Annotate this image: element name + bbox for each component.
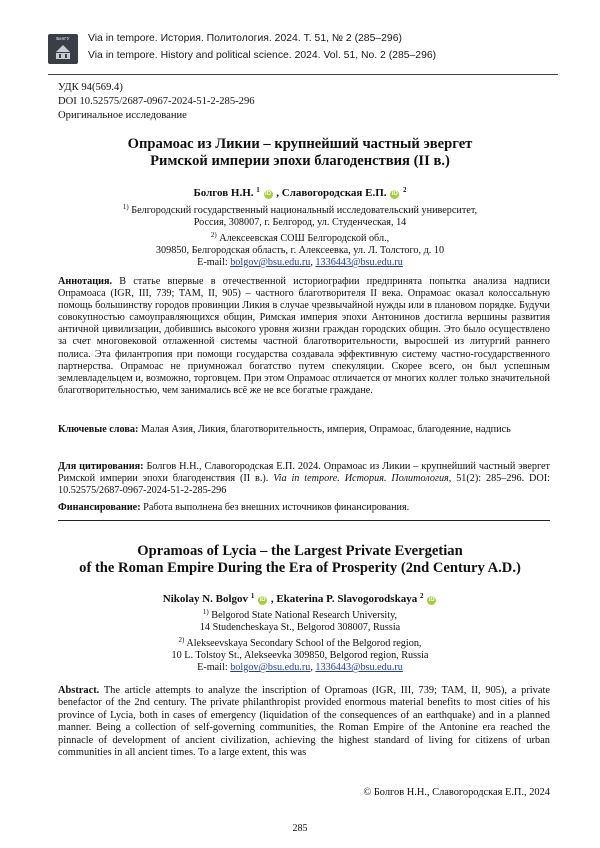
journal-line-en: Via in tempore. History and political science. 2024. Vol. 51, No. 2 (285–296) (88, 50, 437, 61)
abstract-text: В статье впервые в отечественной историографии предпринята попытка анализа (112, 276, 507, 287)
affil-text: 309850, Белгородская область, г. Алексеевка, ул. Л. Толстого, д. 10 (155, 245, 445, 256)
abstract-text: standard of living for citizens of urban communities in all ancient times. To a large extent, this was (58, 734, 550, 759)
email-line (40, 662, 560, 674)
email-link-2[interactable]: 1336443@bsu.edu.ru (315, 662, 403, 673)
affil-line (40, 622, 560, 634)
citation-text: частный эвергет Римской империи эпохи благоденствия (II в.). (58, 461, 550, 485)
affil-line (40, 650, 560, 662)
affil-text: Россия, 308007, г. Белгород, ул. Студенческая, 14 (193, 217, 407, 228)
abstract-text: значительной благотворительностью, чем занимались всё же не все богатые граждане. (58, 372, 550, 396)
citation-label: Для цитирования: (58, 461, 144, 472)
abstract-text: в плановом порядке. Будучи совокупностью самоуправляющихся общин, Римская империя эпохи (58, 300, 551, 324)
keywords-text: Малая Азия, Ликия, благотворительность, империя, Опрамоас, благодеяние, (138, 424, 473, 435)
logo-emblem-icon (54, 43, 72, 61)
title-ru-line1: Опрамоас из Ликии – крупнейший частный эвергет (127, 136, 473, 152)
affil-text: Белгородский государственный национальный исследовательский университет, (131, 205, 478, 216)
affil-sup: 1) (202, 608, 209, 616)
journal-header (48, 30, 558, 68)
authors-en (40, 592, 560, 605)
orcid-icon[interactable]: iD (391, 191, 398, 197)
abstract-text: of the Antonine era reached the pinnacle of development of ancient civilization, achieving the highest (58, 722, 550, 746)
citation-journal: Via in tempore. История. (273, 473, 387, 485)
email-line (40, 257, 560, 269)
authors-ru (40, 186, 560, 199)
abstract-text: Антонинов достигла вершины развития античной цивилизации, добившись высокого уровня жизни (58, 312, 551, 336)
affil-line (40, 634, 560, 650)
email-separator: , (310, 662, 316, 673)
abstract-text: помощи государства создавала эффективную систему частно-государственного партнерства. (58, 348, 550, 372)
affil-line (40, 606, 560, 622)
author2-name: , Славогородская Е.П. (276, 187, 387, 199)
orcid-icon[interactable]: iD (265, 191, 272, 197)
email-label: E-mail: (197, 662, 231, 673)
affil-text: 14 Studencheskaya St., Belgorod 308007, Russia (199, 622, 401, 633)
author1-name: Болгов Н.Н. (193, 187, 254, 199)
funding-text: Работа выполнена без внешних источников финансирования. (140, 502, 410, 513)
journal-logo (48, 34, 78, 64)
title-en-line2: of the Roman Empire During the Era of Prosperity (2nd Century A.D.) (79, 560, 521, 576)
citation-text: , 51(2): 285–296. DOI: 10.52575/2687-0967-2024-51-2-285-296 (58, 473, 550, 497)
copyright: © Болгов Н.Н., Славогородская Е.П., 2024 (363, 787, 550, 798)
journal-line-ru: Via in tempore. История. Политология. 2024. Т. 51, № 2 (285–296) (88, 33, 402, 44)
orcid-icon[interactable]: iD (259, 597, 266, 603)
email-link-1[interactable]: bolgov@bsu.edu.ru (230, 257, 311, 268)
email-link-1[interactable]: bolgov@bsu.edu.ru (230, 662, 311, 673)
abstract-text: private benefactor of the 2nd century. The private philanthropist provided enormous material benefits to (58, 685, 550, 709)
affil-sup: 2) (178, 636, 185, 644)
title-ru-line2: Римской империи эпохи благоденствия (II в.) (150, 153, 450, 169)
page-number: 285 (292, 823, 308, 834)
keywords-label: Ключевые слова: (58, 424, 139, 435)
logo-text: БелГУ (56, 36, 70, 41)
article-type: Оригинальное исследование (58, 110, 187, 121)
funding-label: Финансирование: (58, 502, 141, 513)
orcid-icon[interactable]: iD (428, 597, 435, 603)
header-divider (48, 74, 558, 75)
keywords-text: надпись (475, 424, 511, 435)
author2-sup: 2 (419, 592, 424, 600)
doi: DOI 10.52575/2687-0967-2024-51-2-285-296 (58, 96, 255, 107)
affil-text: Алексеевская СОШ Белгородской обл., (219, 233, 390, 244)
affil-line (40, 217, 560, 229)
abstract-en (58, 685, 550, 759)
abstract-text: землевладельцем и, возможно, торговцем. При этом Опрамоас отличается от многих коллег только (58, 372, 489, 384)
keywords-ru (58, 424, 550, 436)
abstract-text: Опрамоас не приумножал богатство путем спекуляции. Скорее всего, он был успешным (120, 360, 551, 372)
affil-line (40, 201, 560, 217)
author1-sup: 1 (256, 186, 260, 194)
author1-sup: 1 (250, 592, 255, 600)
email-label: E-mail: (197, 257, 231, 268)
affil-sup: 2) (210, 231, 217, 239)
abstract-ru (58, 276, 550, 397)
abstract-text: граждан городских общин. Это было осуществлено за счет многовековой отлаженной системы (58, 324, 550, 348)
affiliations-ru (40, 201, 560, 269)
abstract-text: частной благотворительности, выросшей из литургий раннего полиса. Эта филантропия при (58, 336, 550, 360)
title-ru (40, 136, 560, 170)
abstract-label: Аннотация. (58, 276, 113, 287)
title-en (40, 543, 560, 577)
author2-name: , Ekaterina P. Slavogorodskaya (270, 593, 418, 605)
affil-line (40, 245, 560, 257)
citation-journal: Политология (391, 473, 449, 485)
abstract-text: earthquake) and in a planned manner. Being a collection of self-governing communities, the Roman Empire (58, 709, 550, 734)
affiliations-en (40, 606, 560, 674)
udk: УДК 94(569.4) (58, 82, 123, 93)
abstract-text: надписи Опрамоаса (IGR, III, 739; TAM, II, 905) – частного благотворителя II века. Опрамоас оказал (58, 276, 550, 300)
title-en-line1: Opramoas of Lycia – the Largest Private Evergetian (137, 543, 463, 559)
author2-sup: 2 (403, 186, 407, 194)
email-separator: , (310, 257, 316, 268)
section-divider (58, 520, 550, 521)
email-link-2[interactable]: 1336443@bsu.edu.ru (315, 257, 403, 268)
affil-line (40, 229, 560, 245)
affil-text: 10 L. Tolstoy St., Alekseevka 309850, Belgorod region, Russia (171, 650, 429, 661)
author1-name: Nikolay N. Bolgov (162, 593, 249, 605)
citation-ru (58, 461, 550, 497)
affil-text: Belgorod State National Research University, (211, 610, 398, 621)
affil-text: Alekseevskaya Secondary School of the Belgorod region, (186, 638, 422, 649)
abstract-text: колоссальную помощь большинству городов провинции Ликия в случае чрезвычайной нужды или (58, 288, 551, 312)
abstract-label: Abstract. (58, 685, 100, 696)
abstract-text: most cities of his province of Lycia, both in cases of emergency (liquidation of the consequences of an (58, 697, 550, 721)
funding-ru (58, 502, 550, 514)
abstract-text: The article attempts to analyze the inscription of Opramoas (IGR, III, 739; TAM, II, 905), a (99, 685, 517, 696)
affil-sup: 1) (122, 203, 129, 211)
citation-text: Болгов Н.Н., Славогородская Е.П. 2024. Опрамоас из Ликии – крупнейший (143, 461, 476, 472)
